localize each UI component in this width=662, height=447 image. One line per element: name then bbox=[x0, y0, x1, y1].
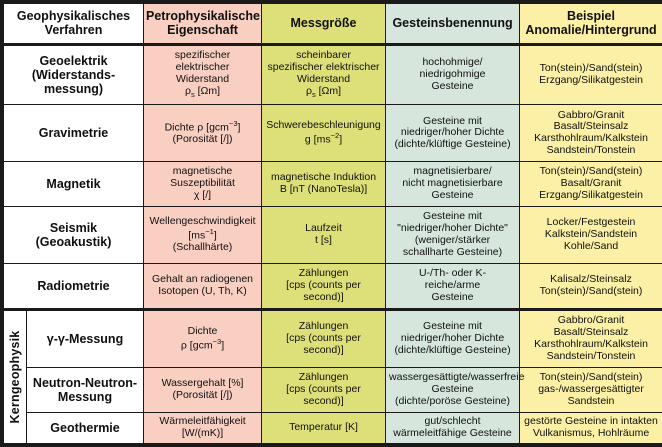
cell-measurand: Zählungen [cps (counts per second)] bbox=[262, 264, 386, 310]
cell-method: Gravimetrie bbox=[4, 105, 144, 162]
column-header-petro-line2: Eigenschaft bbox=[167, 23, 238, 38]
table-body bbox=[4, 4, 662, 444]
table-row bbox=[4, 162, 662, 206]
column-header-method bbox=[4, 4, 144, 45]
cell-rock-designation: hochohmige/ niedrigohmige Gesteine bbox=[386, 44, 520, 104]
table-row bbox=[4, 44, 662, 104]
table-row bbox=[4, 309, 662, 367]
cell-measurand: scheinbarer spezifischer elektrischer Widerstand $\rho_s$ [Ωm] bbox=[262, 44, 386, 104]
cell-method: Radiometrie bbox=[4, 264, 144, 310]
table-row bbox=[4, 368, 662, 412]
table-header-row bbox=[4, 4, 662, 45]
cell-measurand: Zählungen [cps (counts per second)] bbox=[262, 309, 386, 367]
group-label-kerngeophysik bbox=[4, 309, 27, 443]
cell-petrophysical-property: magnetische Suszeptibilität χ [/] bbox=[144, 162, 262, 206]
cell-example: gestörte Gesteine in intakten Vulkanismus, Hohlräume bbox=[520, 412, 662, 444]
methods-table bbox=[3, 3, 662, 444]
cell-petrophysical-property: Dichte ρ [gcm$^{-3}$] (Porosität [/]) bbox=[144, 105, 262, 162]
cell-example: Ton(stein)/Sand(stein) Basalt/Granit Erzgang/Silikatgestein bbox=[520, 162, 662, 206]
column-header-method-line2: Verfahren bbox=[44, 23, 103, 38]
table-row bbox=[4, 264, 662, 310]
column-header-example-line1: Beispiel bbox=[567, 8, 615, 23]
cell-method: Geothermie bbox=[27, 412, 144, 444]
column-header-example-line2: Anomalie/Hintergrund bbox=[525, 23, 657, 38]
cell-measurand: Schwerebeschleunigung g $[ms^{-2}]$ bbox=[262, 105, 386, 162]
table-row bbox=[4, 412, 662, 444]
cell-example: Kalisalz/Steinsalz Ton(stein)/Sand(stein) bbox=[520, 264, 662, 310]
cell-method: Geoelektrik (Widerstands- messung) bbox=[4, 44, 144, 104]
cell-rock-designation: magnetisierbare/ nicht magnetisierbare Gesteine bbox=[386, 162, 520, 206]
cell-method: Magnetik bbox=[4, 162, 144, 206]
cell-measurand: magnetische Induktion B [nT (NanoTesla)] bbox=[262, 162, 386, 206]
cell-example: Ton(stein)/Sand(stein) gas-/wassergesättigter Sandstein bbox=[520, 368, 662, 412]
column-header-measurand: Messgröße bbox=[262, 4, 386, 45]
cell-rock-designation: gut/schlecht wärmeleitfähige Gesteine bbox=[386, 412, 520, 444]
cell-rock-designation: Gesteine mit "niedriger/hoher Dichte" (weniger/stärker schallharte Gesteine) bbox=[386, 206, 520, 263]
cell-measurand: Zählungen [cps (counts per second)] bbox=[262, 368, 386, 412]
cell-petrophysical-property: Wassergehalt [%] (Porosität [/]) bbox=[144, 368, 262, 412]
cell-example: Gabbro/Granit Basalt/Steinsalz Karsthohlraum/Kalkstein Sandstein/Tonstein bbox=[520, 309, 662, 367]
column-header-rock-designation: Gesteinsbenennung bbox=[386, 4, 520, 45]
column-header-example bbox=[520, 4, 662, 45]
cell-rock-designation: Gesteine mit niedriger/hoher Dichte (dichte/klüftige Gesteine) bbox=[386, 309, 520, 367]
cell-petrophysical-property: Wärmeleitfähigkeit [W/(mK)] bbox=[144, 412, 262, 444]
column-header-petro-line1: Petrophysikalische bbox=[146, 8, 260, 23]
cell-measurand: Laufzeit t [s] bbox=[262, 206, 386, 263]
table-row bbox=[4, 105, 662, 162]
column-header-petrophysical-property bbox=[144, 4, 262, 45]
cell-rock-designation: U-/Th- oder K- reiche/arme Gesteine bbox=[386, 264, 520, 310]
cell-petrophysical-property: Gehalt an radiogenen Isotopen (U, Th, K) bbox=[144, 264, 262, 310]
cell-rock-designation: wassergesättigte/wasserfreie Gesteine (dichte/poröse Gesteine) bbox=[386, 368, 520, 412]
cell-petrophysical-property: Dichte ρ [gcm$^{-3}$] bbox=[144, 309, 262, 367]
cell-method: Seismik (Geoakustik) bbox=[4, 206, 144, 263]
cell-rock-designation: Gesteine mit niedriger/hoher Dichte (dichte/klüftige Gesteine) bbox=[386, 105, 520, 162]
cell-example: Ton(stein)/Sand(stein) Erzgang/Silikatgestein bbox=[520, 44, 662, 104]
cell-method: Neutron-Neutron- Messung bbox=[27, 368, 144, 412]
cell-measurand: Temperatur [K] bbox=[262, 412, 386, 444]
cell-petrophysical-property: spezifischer elektrischer Widerstand $\rho_s$ [Ωm] bbox=[144, 44, 262, 104]
column-header-method-line1: Geophysikalisches bbox=[16, 8, 131, 23]
cell-example: Gabbro/Granit Basalt/Steinsalz Karsthohlraum/Kalkstein Sandstein/Tonstein bbox=[520, 105, 662, 162]
cell-method: γ-γ-Messung bbox=[27, 309, 144, 367]
table-row bbox=[4, 206, 662, 263]
cell-example: Locker/Festgestein Kalkstein/Sandstein Kohle/Sand bbox=[520, 206, 662, 263]
cell-petrophysical-property: Wellengeschwindigkeit $[ms^{-1}]$ (Schallhärte) bbox=[144, 206, 262, 263]
group-label-text: Kerngeophysik bbox=[8, 330, 22, 424]
